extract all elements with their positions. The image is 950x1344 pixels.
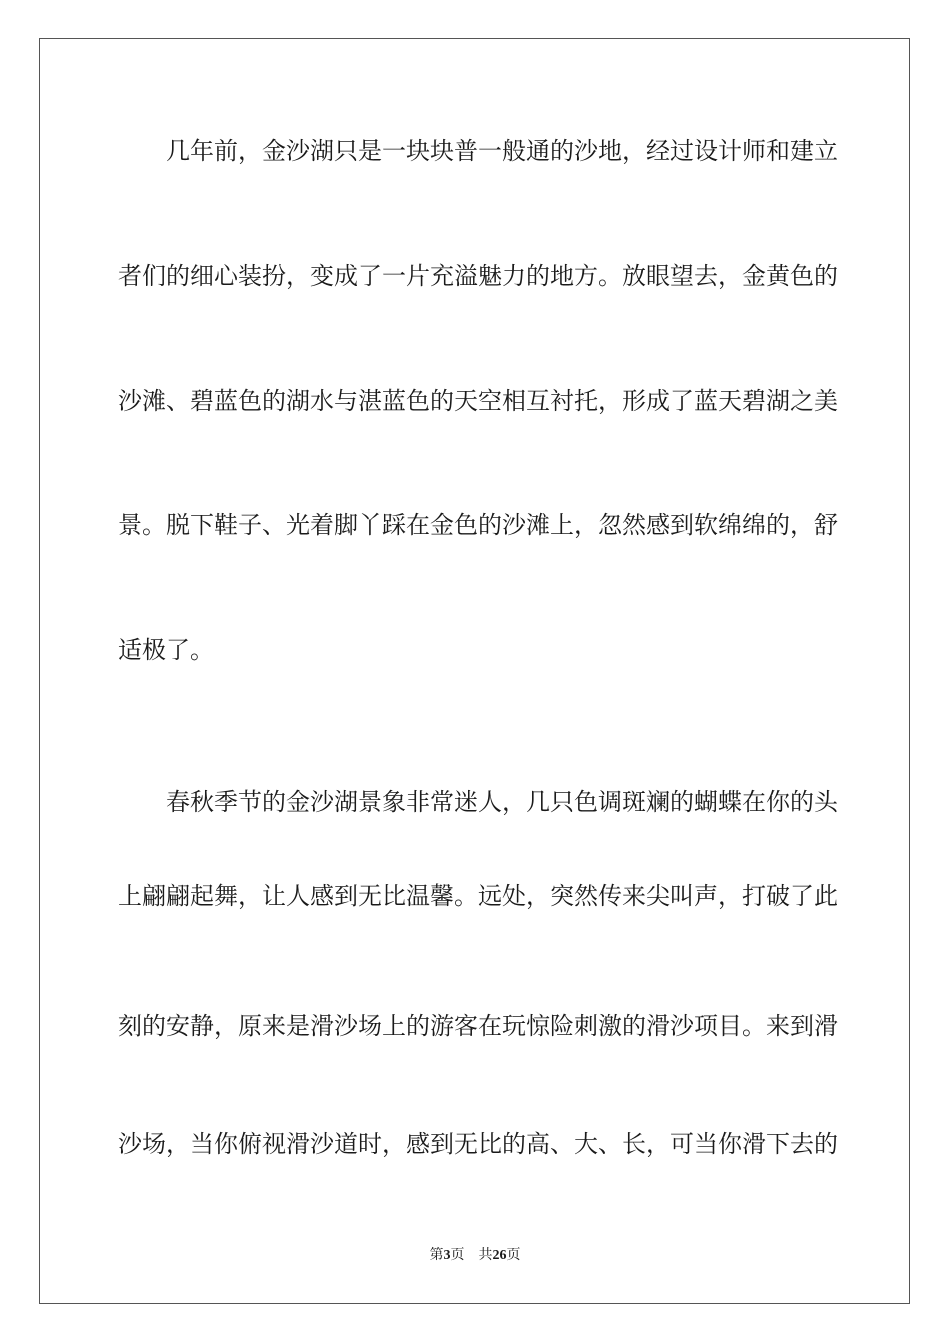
- paragraph-1-line-5: 适极了。: [118, 636, 214, 664]
- total-suffix: 页: [506, 1248, 521, 1263]
- paragraph-1-line-1: 几年前，金沙湖只是一块块普一般通的沙地，经过设计师和建立: [166, 137, 838, 165]
- paragraph-1-line-4: 景。脱下鞋子、光着脚丫踩在金色的沙滩上，忽然感到软绵绵的，舒: [118, 511, 838, 539]
- page-number: 3: [443, 1248, 451, 1263]
- page-suffix: 页: [450, 1248, 465, 1263]
- page-prefix: 第: [429, 1248, 444, 1263]
- paragraph-2-line-1: 春秋季节的金沙湖景象非常迷人，几只色调斑斓的蝴蝶在你的头: [166, 788, 838, 816]
- paragraph-2-line-3: 刻的安静，原来是滑沙场上的游客在玩惊险刺激的滑沙项目。来到滑: [118, 1012, 838, 1040]
- page-footer: [0, 1246, 950, 1266]
- total-prefix: 共: [478, 1248, 493, 1263]
- paragraph-1-line-3: 沙滩、碧蓝色的湖水与湛蓝色的天空相互衬托，形成了蓝天碧湖之美: [118, 387, 838, 415]
- paragraph-2-line-2: 上翩翩起舞，让人感到无比温馨。远处，突然传来尖叫声，打破了此: [118, 882, 838, 910]
- paragraph-2-line-4: 沙场，当你俯视滑沙道时，感到无比的高、大、长，可当你滑下去的: [118, 1130, 838, 1158]
- total-pages: 26: [492, 1248, 507, 1263]
- page-border: [39, 38, 910, 1304]
- paragraph-1-line-2: 者们的细心装扮，变成了一片充溢魅力的地方。放眼望去，金黄色的: [118, 262, 838, 290]
